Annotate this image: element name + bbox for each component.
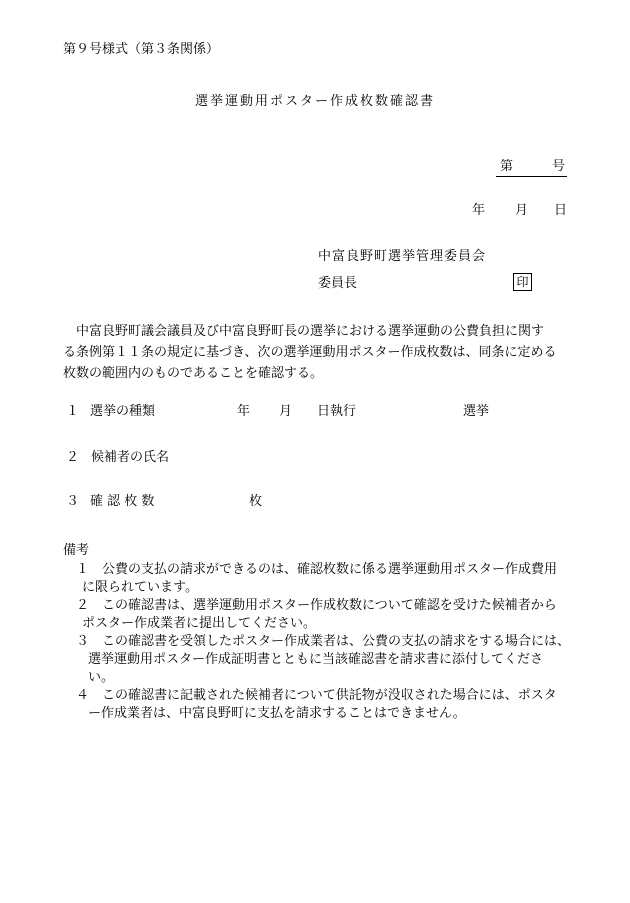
election-year: 年	[237, 404, 251, 419]
item-number: ２	[66, 450, 80, 465]
election-month: 月	[279, 404, 293, 419]
item-election-type	[66, 404, 546, 420]
doc-number-suffix: 号	[551, 159, 565, 174]
body-line: 枚数の範囲内のものであることを確認する。	[63, 366, 324, 381]
issuer-organization: 中富良野町選挙管理委員会	[318, 249, 487, 264]
body-line: る条例第１１条の規定に基づき、次の選挙運動用ポスター作成枚数は、同条に定める	[63, 345, 557, 360]
date-year: 年	[472, 203, 486, 218]
document-title: 選挙運動用ポスター作成枚数確認書	[194, 94, 435, 109]
note-item: ３ この確認書を受領したポスター作成業者は、公費の支払の請求をする場合には、 選挙運動用ポスター作成証明書とともに当該確認書を請求書に添付してくださ い。	[76, 634, 571, 685]
document-number-field	[496, 159, 567, 177]
item-label: 候補者の氏名	[91, 450, 170, 465]
date-day: 日	[553, 203, 567, 218]
item-candidate-name	[66, 450, 169, 466]
body-paragraph	[63, 321, 573, 384]
item-label: 選挙の種類	[90, 404, 156, 419]
note-item: １ 公費の支払の請求ができるのは、確認枚数に係る選挙運動用ポスター作成費用 に限られています。	[76, 562, 558, 595]
note-item: ４ この確認書に記載された候補者について供託物が没収された場合には、ポスタ ー作成業者は、中富良野町に支払を請求することはできません。	[76, 688, 557, 721]
date-month: 月	[515, 203, 529, 218]
note-item: ２ この確認書は、選挙運動用ポスター作成枚数について確認を受けた候補者から ポスター作成業者に提出してください。	[76, 598, 557, 631]
notes-heading: 備考	[63, 543, 90, 558]
doc-number-prefix: 第	[500, 159, 514, 174]
item-number: １	[66, 404, 80, 419]
item-number: ３	[66, 494, 80, 509]
count-unit: 枚	[249, 494, 263, 509]
seal-stamp: 印	[513, 273, 532, 291]
election-suffix: 選挙	[463, 404, 490, 419]
issuer-position: 委員長	[318, 276, 358, 291]
election-exec-date: 日執行	[317, 404, 357, 419]
form-number: 第９号様式（第３条関係）	[63, 42, 220, 57]
item-confirmed-count	[66, 494, 366, 510]
item-label: 確 認 枚 数	[90, 494, 155, 509]
body-line: 中富良野町議会議員及び中富良野町長の選挙における選挙運動の公費負担に関す	[76, 324, 545, 339]
date-line	[472, 203, 567, 219]
